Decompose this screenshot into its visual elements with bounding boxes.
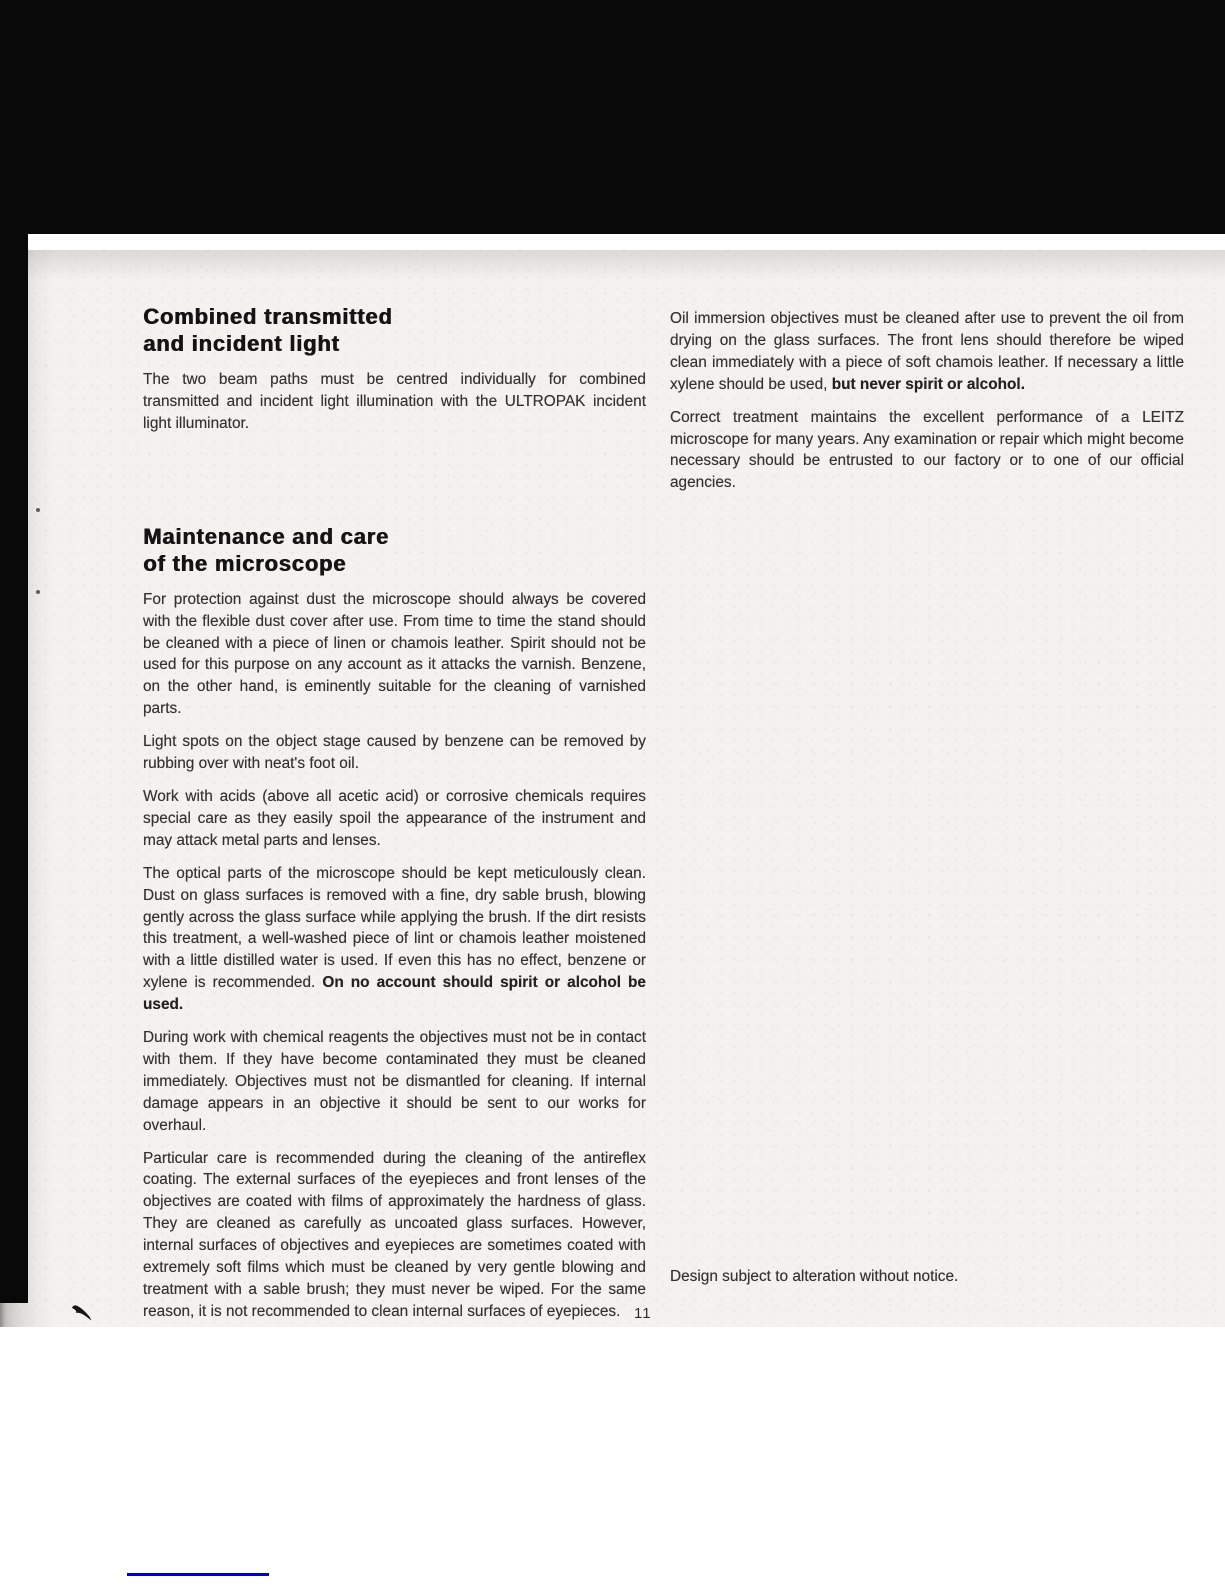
text-run: Oil immersion objectives must be cleaned after use to prevent the oil from drying on the glass surfaces. The front lens should therefore be wiped clean immediately with a piece of soft chamois leather. If necessary a little xylene should be used, — [670, 310, 1184, 393]
section-maintenance — [143, 523, 646, 1323]
paragraph — [143, 369, 646, 435]
heading-line: and incident light — [143, 331, 340, 356]
paragraph — [670, 407, 1184, 495]
page-number: 11 — [634, 1305, 652, 1322]
section-heading-maintenance — [143, 523, 646, 577]
scan-border-left — [0, 0, 28, 1303]
paragraph — [143, 786, 646, 852]
text-run: but never spirit or alcohol. — [831, 375, 1025, 393]
heading-line: Combined transmitted — [143, 304, 393, 329]
section-body — [143, 369, 646, 435]
text-run: Light spots on the object stage caused by benzene can be removed by rubbing over with neat's foot oil. — [143, 733, 646, 773]
link-underline — [127, 1573, 269, 1576]
scan-border-top — [0, 0, 1225, 234]
text-run: The optical parts of the microscope should be kept meticulously clean. Dust on glass surfaces is removed with a fine, dry sable brush, blowing gently across the glass surface while applying the brush. If the dirt resists this treatment, a well-washed piece of lint or chamois leather moistened with a little distilled water is used. If even this has no effect, benzene or xylene is recommended. — [143, 864, 646, 992]
scan-top-shade — [0, 250, 1225, 280]
scanned-page — [0, 250, 1225, 1327]
right-column — [670, 308, 1184, 505]
text-run: Correct treatment maintains the excellent performance of a LEITZ microscope for many years. Any examination or repair which might become necessary should be entrusted to our factory or to one of our official agencies. — [670, 408, 1184, 492]
dust-speck — [36, 590, 40, 594]
paragraph — [143, 589, 646, 720]
section-combined-light — [143, 303, 646, 435]
text-run: During work with chemical reagents the objectives must not be in contact with them. If they have become contaminated they must be cleaned immediately. Objectives must not be dismantled for cleaning. If internal damage appears in an objective it should be sent to our works for overhaul. — [143, 1029, 646, 1134]
left-column — [143, 303, 646, 1334]
text-run: Work with acids (above all acetic acid) or corrosive chemicals requires special care as they easily spoil the appearance of the instrument and may attack metal parts and lenses. — [143, 787, 646, 849]
text-run: The two beam paths must be centred individually for combined transmitted and incident light illumination with the ULTROPAK incident light illuminator. — [143, 371, 646, 432]
right-column-body — [670, 308, 1184, 494]
paragraph — [143, 863, 646, 1016]
paragraph — [143, 731, 646, 775]
text-run: On no account should spirit or alcohol be used. — [143, 974, 646, 1014]
design-notice: Design subject to alteration without notice. — [670, 1268, 959, 1285]
section-heading-combined-light — [143, 303, 646, 357]
heading-line: of the microscope — [143, 550, 347, 576]
paragraph — [143, 1027, 646, 1137]
heading-line: Maintenance and care — [143, 523, 389, 549]
paragraph — [670, 308, 1184, 396]
paragraph — [143, 1148, 646, 1323]
text-run: Particular care is recommended during the cleaning of the antireflex coating. The external surfaces of the eyepieces and front lenses of the objectives are coated with films of approximately the hardness of glass. They are cleaned as carefully as uncoated glass surfaces. However, internal surfaces of objectives and eyepieces are sometimes coated with extremely soft films which must be cleaned by very gentle blowing and treatment with a sable brush; they must never be wiped. For the same reason, it is not recommended to clean internal surfaces of eyepieces. — [143, 1149, 646, 1320]
section-body — [143, 589, 646, 1323]
text-run: For protection against dust the microscope should always be covered with the flexible dust cover after use. From time to time the stand should be cleaned with a piece of linen or chamois leather. Spirit should not be used for this purpose on any account as it attacks the varnish. Benzene, on the other hand, is eminently suitable for the cleaning of varnished parts. — [143, 590, 646, 718]
pen-mark-icon — [71, 1303, 95, 1327]
dust-speck — [36, 508, 40, 512]
